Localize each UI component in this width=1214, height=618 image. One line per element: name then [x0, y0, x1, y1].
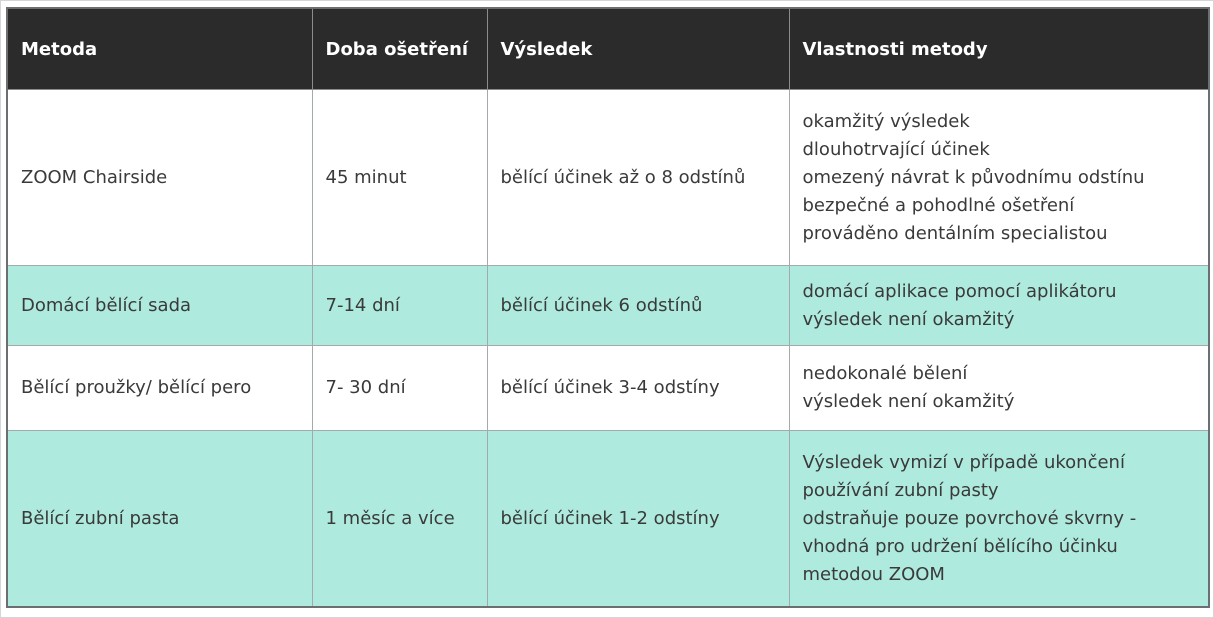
- cell-method: ZOOM Chairside: [7, 90, 312, 266]
- property-line: Výsledek vymizí v případě ukončení: [802, 451, 1125, 473]
- property-line: prováděno dentálním specialistou: [802, 222, 1108, 244]
- cell-result: bělící účinek 6 odstínů: [487, 266, 789, 346]
- table-row: [7, 266, 1209, 346]
- property-line: omezený návrat k původnímu odstínu: [802, 166, 1145, 188]
- property-line: metodou ZOOM: [802, 563, 945, 585]
- property-line: okamžitý výsledek: [802, 110, 970, 132]
- cell-duration: 7-14 dní: [312, 266, 487, 346]
- property-line: bezpečné a pohodlné ošetření: [802, 194, 1075, 216]
- cell-result: bělící účinek až o 8 odstínů: [487, 90, 789, 266]
- table-row: [7, 90, 1209, 266]
- property-line: dlouhotrvající účinek: [802, 138, 990, 160]
- cell-method: Bělící proužky/ bělící pero: [7, 346, 312, 431]
- property-line: vhodná pro udržení bělícího účinku: [802, 535, 1118, 557]
- cell-properties: [789, 266, 1209, 346]
- cell-method: Bělící zubní pasta: [7, 431, 312, 608]
- table-header-row: [7, 8, 1209, 90]
- cell-properties: [789, 90, 1209, 266]
- cell-properties: [789, 431, 1209, 608]
- property-line: výsledek není okamžitý: [802, 308, 1015, 330]
- header-result: Výsledek: [487, 8, 789, 90]
- header-duration: Doba ošetření: [312, 8, 487, 90]
- header-properties: Vlastnosti metody: [789, 8, 1209, 90]
- header-method: Metoda: [7, 8, 312, 90]
- table-row: [7, 431, 1209, 608]
- cell-duration: 45 minut: [312, 90, 487, 266]
- whitening-comparison-table: [6, 7, 1210, 608]
- cell-result: bělící účinek 3-4 odstíny: [487, 346, 789, 431]
- property-line: používání zubní pasty: [802, 479, 999, 501]
- cell-properties: [789, 346, 1209, 431]
- property-line: nedokonalé bělení: [802, 363, 968, 384]
- table-row: [7, 346, 1209, 431]
- property-line: výsledek není okamžitý: [802, 391, 1015, 412]
- cell-duration: 7- 30 dní: [312, 346, 487, 431]
- property-line: domácí aplikace pomocí aplikátoru: [802, 280, 1117, 302]
- cell-duration: 1 měsíc a více: [312, 431, 487, 608]
- cell-method: Domácí bělící sada: [7, 266, 312, 346]
- cell-result: bělící účinek 1-2 odstíny: [487, 431, 789, 608]
- property-line: odstraňuje pouze povrchové skvrny -: [802, 507, 1137, 529]
